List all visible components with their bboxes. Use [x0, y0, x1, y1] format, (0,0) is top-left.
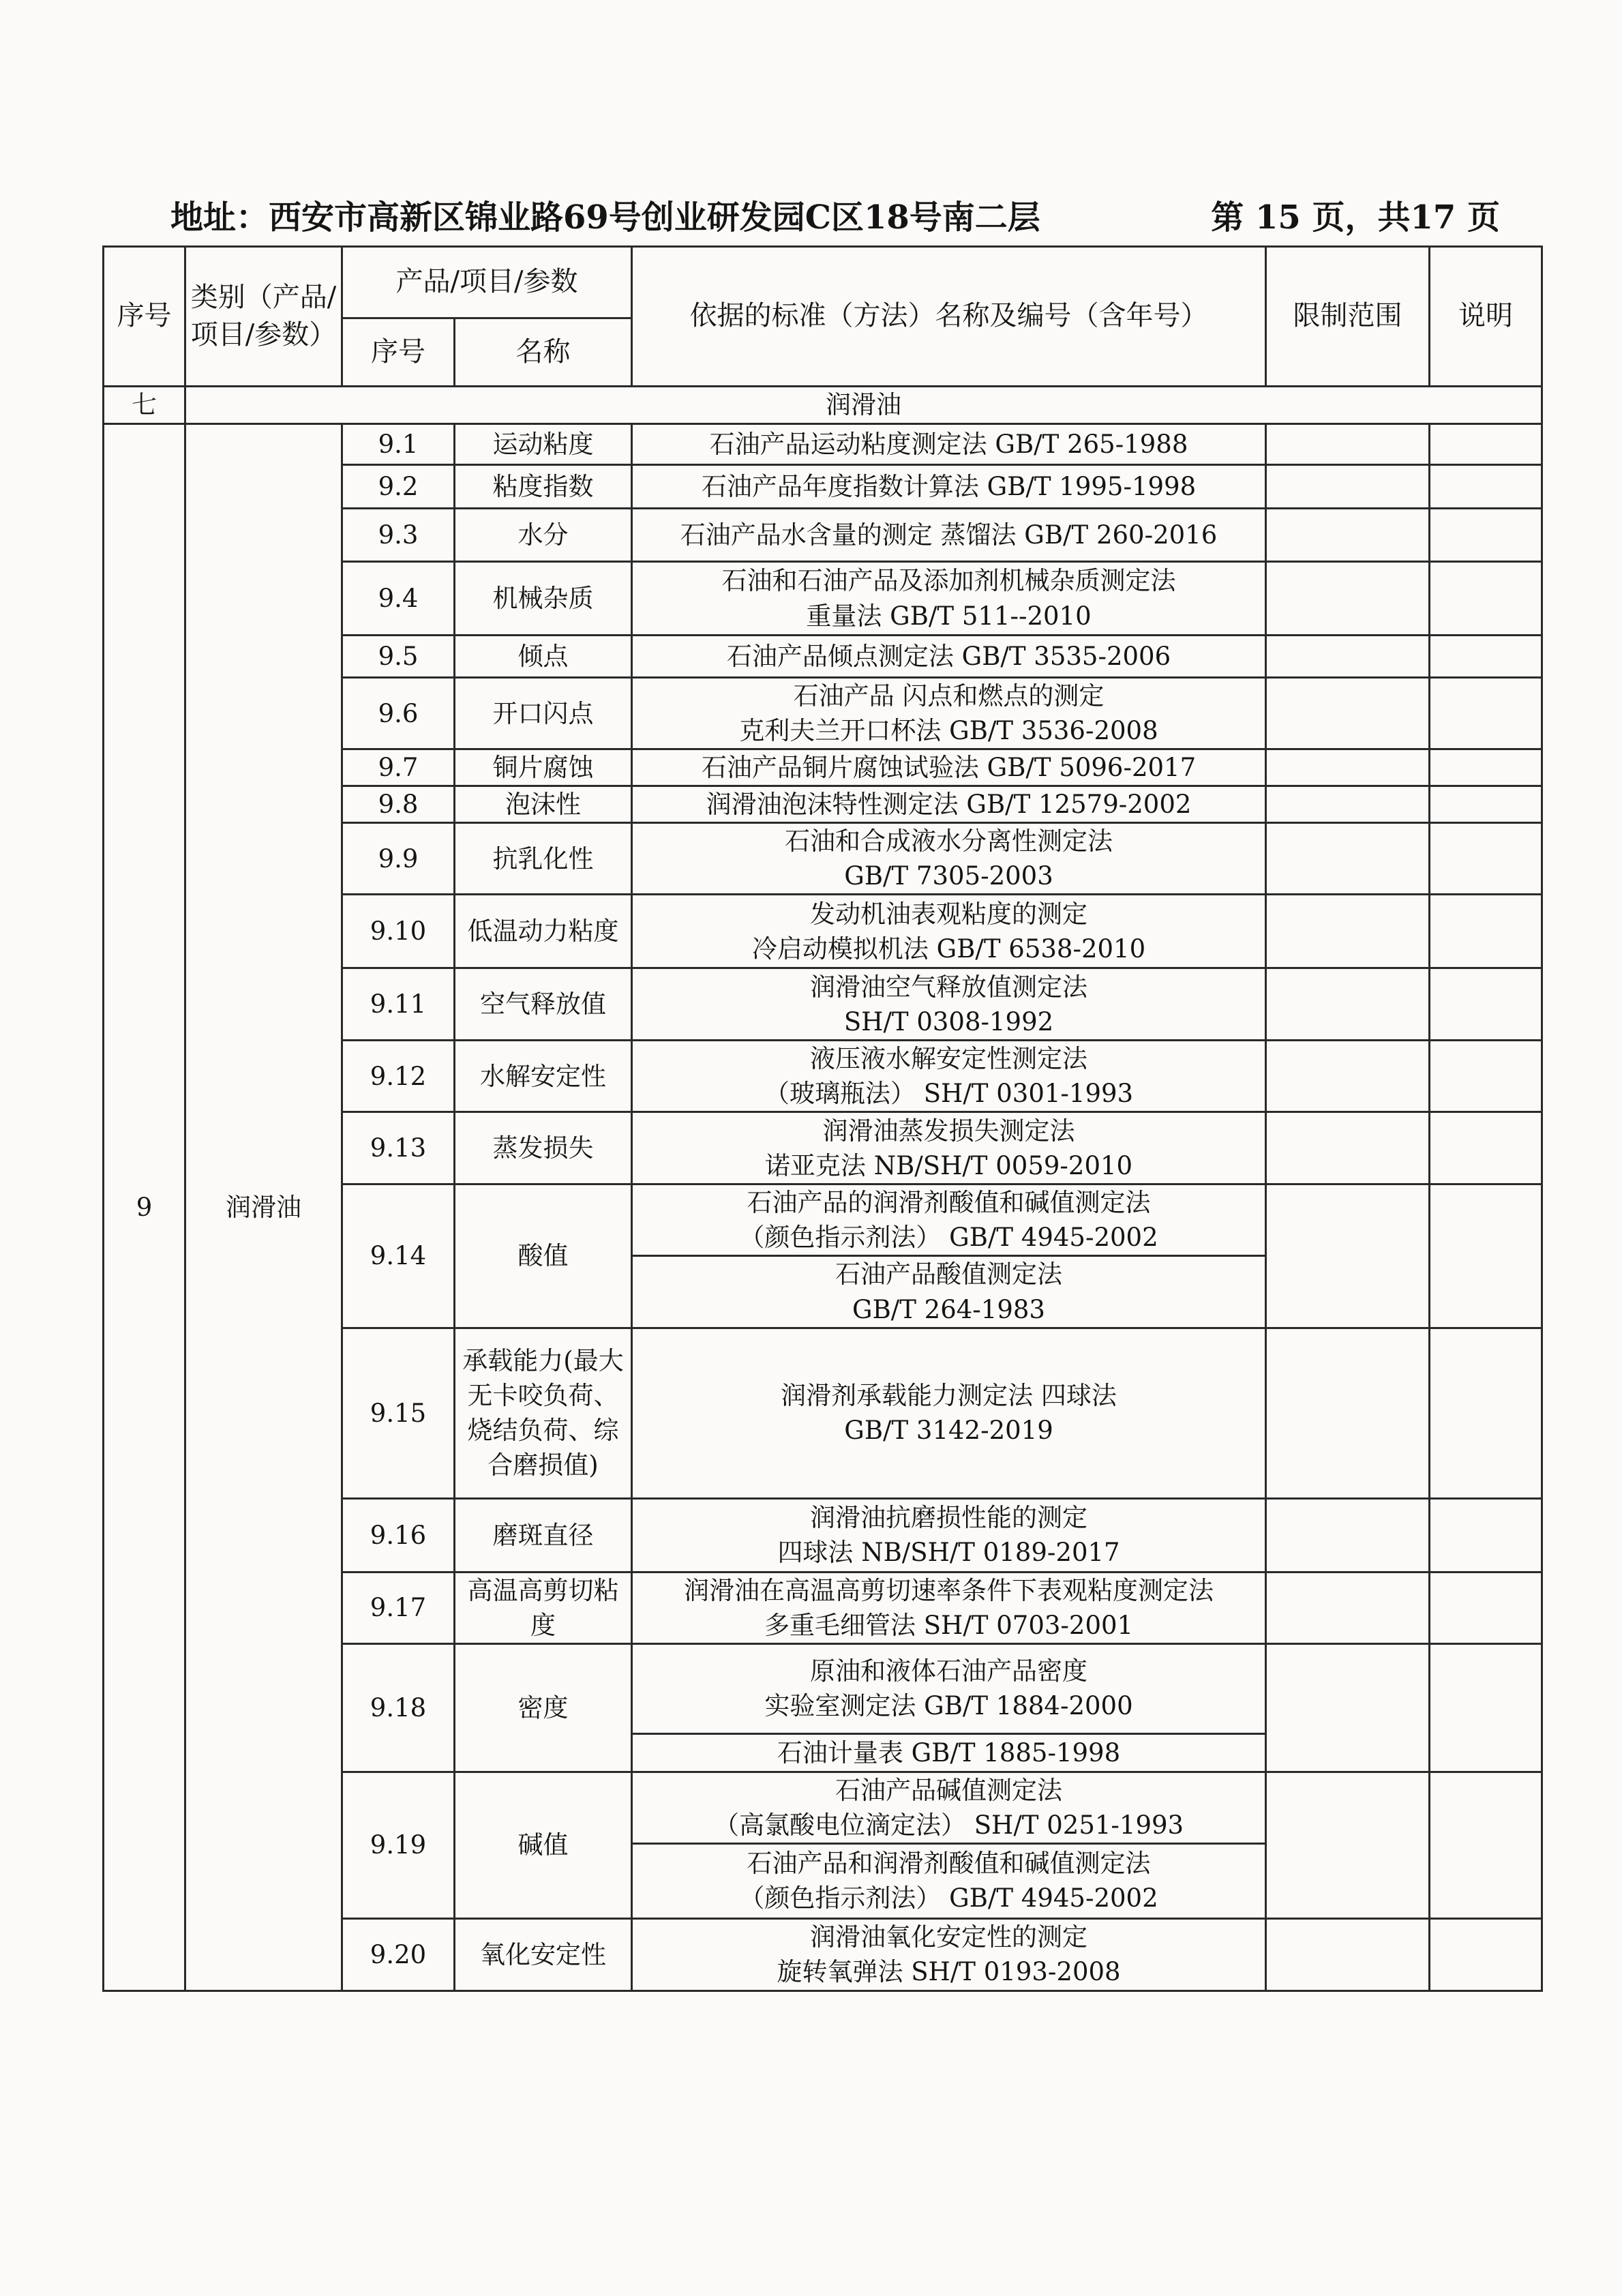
limit-cell [1266, 509, 1430, 562]
limit-cell [1266, 678, 1430, 749]
limit-cell [1266, 1112, 1430, 1184]
item-name: 蒸发损失 [455, 1112, 632, 1184]
limit-cell [1266, 465, 1430, 509]
item-name: 运动粘度 [455, 424, 632, 465]
standard-cell [632, 1256, 1266, 1328]
standard-line: 润滑油泡沫特性测定法 GB/T 12579-2002 [706, 790, 1192, 820]
limit-cell [1266, 1498, 1430, 1572]
standard-line: 液压液水解安定性测定法 [810, 1044, 1088, 1074]
standard-line: 发动机油表观粘度的测定 [810, 899, 1088, 929]
standard-line: 多重毛细管法 SH/T 0703-2001 [764, 1610, 1134, 1640]
method-table [102, 245, 1543, 1992]
standard-cell [632, 1572, 1266, 1643]
note-cell [1430, 895, 1542, 968]
standard-cell [632, 895, 1266, 968]
standard-cell [632, 1184, 1266, 1256]
item-number: 9.14 [342, 1184, 455, 1328]
item-number: 9.7 [342, 749, 455, 786]
standard-line: SH/T 0308-1992 [843, 1007, 1054, 1037]
item-name: 酸值 [455, 1184, 632, 1328]
item-number: 9.2 [342, 465, 455, 509]
item-name: 碱值 [455, 1772, 632, 1918]
item-name: 机械杂质 [455, 562, 632, 636]
standard-line: 润滑油抗磨损性能的测定 [810, 1503, 1088, 1533]
standard-line: 旋转氧弹法 SH/T 0193-2008 [777, 1957, 1121, 1987]
note-cell [1430, 1041, 1542, 1112]
item-name: 粘度指数 [455, 465, 632, 509]
standard-line: 润滑剂承载能力测定法 四球法 [781, 1381, 1117, 1411]
note-cell [1430, 424, 1542, 465]
limit-cell [1266, 895, 1430, 968]
limit-cell [1266, 1328, 1430, 1498]
item-name: 磨斑直径 [455, 1498, 632, 1572]
header-standard: 依据的标准（方法）名称及编号（含年号） [632, 247, 1266, 387]
standard-line: 石油产品酸值测定法 [835, 1259, 1063, 1289]
limit-cell [1266, 1772, 1430, 1918]
standard-line: 润滑油氧化安定性的测定 [810, 1922, 1088, 1952]
limit-cell [1266, 968, 1430, 1041]
standard-line: （高氯酸电位滴定法） SH/T 0251-1993 [713, 1810, 1184, 1840]
note-cell [1430, 1328, 1542, 1498]
standard-cell [632, 1041, 1266, 1112]
note-cell [1430, 968, 1542, 1041]
standard-line: 诺亚克法 NB/SH/T 0059-2010 [764, 1150, 1133, 1180]
standard-cell [632, 1843, 1266, 1918]
group-number: 9 [104, 424, 185, 1991]
item-name: 开口闪点 [455, 678, 632, 749]
standard-line: （玻璃瓶法） SH/T 0301-1993 [764, 1079, 1134, 1109]
note-cell [1430, 786, 1542, 823]
note-cell [1430, 1918, 1542, 1991]
limit-cell [1266, 636, 1430, 678]
item-number: 9.17 [342, 1572, 455, 1643]
limit-cell [1266, 1918, 1430, 1991]
note-cell [1430, 823, 1542, 895]
standard-cell [632, 1112, 1266, 1184]
standard-cell [632, 465, 1266, 509]
standard-line: 实验室测定法 GB/T 1884-2000 [764, 1691, 1133, 1721]
note-cell [1430, 636, 1542, 678]
standard-cell [632, 509, 1266, 562]
limit-cell [1266, 749, 1430, 786]
standard-line: GB/T 3142-2019 [844, 1416, 1053, 1446]
standard-line: 润滑油蒸发损失测定法 [822, 1116, 1075, 1146]
standard-cell [632, 823, 1266, 895]
header-note: 说明 [1430, 247, 1542, 387]
note-cell [1430, 1643, 1542, 1772]
limit-cell [1266, 1572, 1430, 1643]
note-cell [1430, 1112, 1542, 1184]
note-cell [1430, 1772, 1542, 1918]
standard-cell [632, 968, 1266, 1041]
item-name: 铜片腐蚀 [455, 749, 632, 786]
standard-line: 石油产品铜片腐蚀试验法 GB/T 5096-2017 [701, 753, 1197, 783]
note-cell [1430, 465, 1542, 509]
limit-cell [1266, 1184, 1430, 1328]
section-row [104, 387, 1542, 424]
limit-cell [1266, 823, 1430, 895]
section-title: 润滑油 [185, 387, 1542, 424]
standard-line: 石油产品 闪点和燃点的测定 [793, 681, 1105, 711]
standard-cell [632, 678, 1266, 749]
standard-cell [632, 1918, 1266, 1991]
limit-cell [1266, 424, 1430, 465]
standard-line: 克利夫兰开口杯法 GB/T 3536-2008 [739, 716, 1158, 746]
standard-cell [632, 424, 1266, 465]
standard-cell [632, 1643, 1266, 1733]
header-sub-name: 名称 [455, 318, 632, 387]
item-number: 9.8 [342, 786, 455, 823]
item-number: 9.5 [342, 636, 455, 678]
standard-cell [632, 786, 1266, 823]
standard-line: 石油产品运动粘度测定法 GB/T 265-1988 [709, 429, 1188, 459]
header-product-group: 产品/项目/参数 [342, 247, 632, 318]
item-name: 抗乳化性 [455, 823, 632, 895]
standard-line: 石油产品年度指数计算法 GB/T 1995-1998 [701, 471, 1197, 501]
standard-line: 石油和合成液水分离性测定法 [785, 826, 1113, 856]
standard-cell [632, 636, 1266, 678]
standard-cell [632, 1733, 1266, 1772]
item-name: 低温动力粘度 [455, 895, 632, 968]
item-number: 9.15 [342, 1328, 455, 1498]
header-category: 类别（产品/项目/参数） [185, 247, 342, 387]
note-cell [1430, 678, 1542, 749]
standard-cell [632, 562, 1266, 636]
item-name: 倾点 [455, 636, 632, 678]
standard-line: GB/T 264-1983 [852, 1294, 1045, 1324]
table-row [104, 424, 1542, 465]
standard-line: 四球法 NB/SH/T 0189-2017 [777, 1538, 1120, 1568]
standard-line: 石油产品倾点测定法 GB/T 3535-2006 [726, 641, 1171, 671]
item-name: 密度 [455, 1643, 632, 1772]
standard-cell [632, 1772, 1266, 1843]
note-cell [1430, 749, 1542, 786]
item-number: 9.4 [342, 562, 455, 636]
limit-cell [1266, 1643, 1430, 1772]
item-name: 氧化安定性 [455, 1918, 632, 1991]
item-number: 9.11 [342, 968, 455, 1041]
header-seq: 序号 [104, 247, 185, 387]
note-cell [1430, 1572, 1542, 1643]
item-number: 9.6 [342, 678, 455, 749]
item-number: 9.10 [342, 895, 455, 968]
item-number: 9.13 [342, 1112, 455, 1184]
item-name: 承载能力(最大无卡咬负荷、烧结负荷、综合磨损值) [455, 1328, 632, 1498]
item-number: 9.19 [342, 1772, 455, 1918]
standard-cell [632, 749, 1266, 786]
item-number: 9.12 [342, 1041, 455, 1112]
standard-line: （颜色指示剂法） GB/T 4945-2002 [739, 1223, 1158, 1253]
item-name: 泡沫性 [455, 786, 632, 823]
standard-line: GB/T 7305-2003 [844, 861, 1053, 891]
note-cell [1430, 509, 1542, 562]
standard-line: 石油产品和润滑剂酸值和碱值测定法 [747, 1849, 1151, 1879]
address-text: 地址：西安市高新区锦业路69号创业研发园C区18号南二层 [170, 198, 1040, 237]
standard-cell [632, 1498, 1266, 1572]
standard-line: 原油和液体石油产品密度 [810, 1656, 1088, 1686]
item-number: 9.20 [342, 1918, 455, 1991]
page-number: 第 15 页，共17 页 [1211, 198, 1500, 237]
standard-line: 润滑油在高温高剪切速率条件下表观粘度测定法 [684, 1575, 1214, 1605]
limit-cell [1266, 786, 1430, 823]
standard-cell [632, 1328, 1266, 1498]
item-name: 空气释放值 [455, 968, 632, 1041]
note-cell [1430, 1498, 1542, 1572]
limit-cell [1266, 1041, 1430, 1112]
note-cell [1430, 1184, 1542, 1328]
limit-cell [1266, 562, 1430, 636]
item-number: 9.16 [342, 1498, 455, 1572]
standard-line: 石油产品的润滑剂酸值和碱值测定法 [747, 1188, 1151, 1218]
standard-line: 冷启动模拟机法 GB/T 6538-2010 [751, 934, 1146, 964]
header-sub-seq: 序号 [342, 318, 455, 387]
header-limit: 限制范围 [1266, 247, 1430, 387]
section-number: 七 [104, 387, 185, 424]
standard-line: （颜色指示剂法） GB/T 4945-2002 [739, 1883, 1158, 1913]
item-number: 9.1 [342, 424, 455, 465]
item-name: 水分 [455, 509, 632, 562]
item-number: 9.9 [342, 823, 455, 895]
group-category: 润滑油 [185, 424, 342, 1991]
standard-line: 石油计量表 GB/T 1885-1998 [777, 1738, 1121, 1768]
standard-line: 石油产品碱值测定法 [835, 1775, 1063, 1805]
standard-line: 石油产品水含量的测定 蒸馏法 GB/T 260-2016 [680, 520, 1218, 550]
page-header [170, 191, 1500, 239]
note-cell [1430, 562, 1542, 636]
item-number: 9.18 [342, 1643, 455, 1772]
standard-line: 重量法 GB/T 511--2010 [806, 601, 1092, 631]
standard-line: 石油和石油产品及添加剂机械杂质测定法 [721, 566, 1176, 596]
standard-line: 润滑油空气释放值测定法 [810, 972, 1088, 1002]
item-number: 9.3 [342, 509, 455, 562]
item-name: 水解安定性 [455, 1041, 632, 1112]
item-name: 高温高剪切粘度 [455, 1572, 632, 1643]
